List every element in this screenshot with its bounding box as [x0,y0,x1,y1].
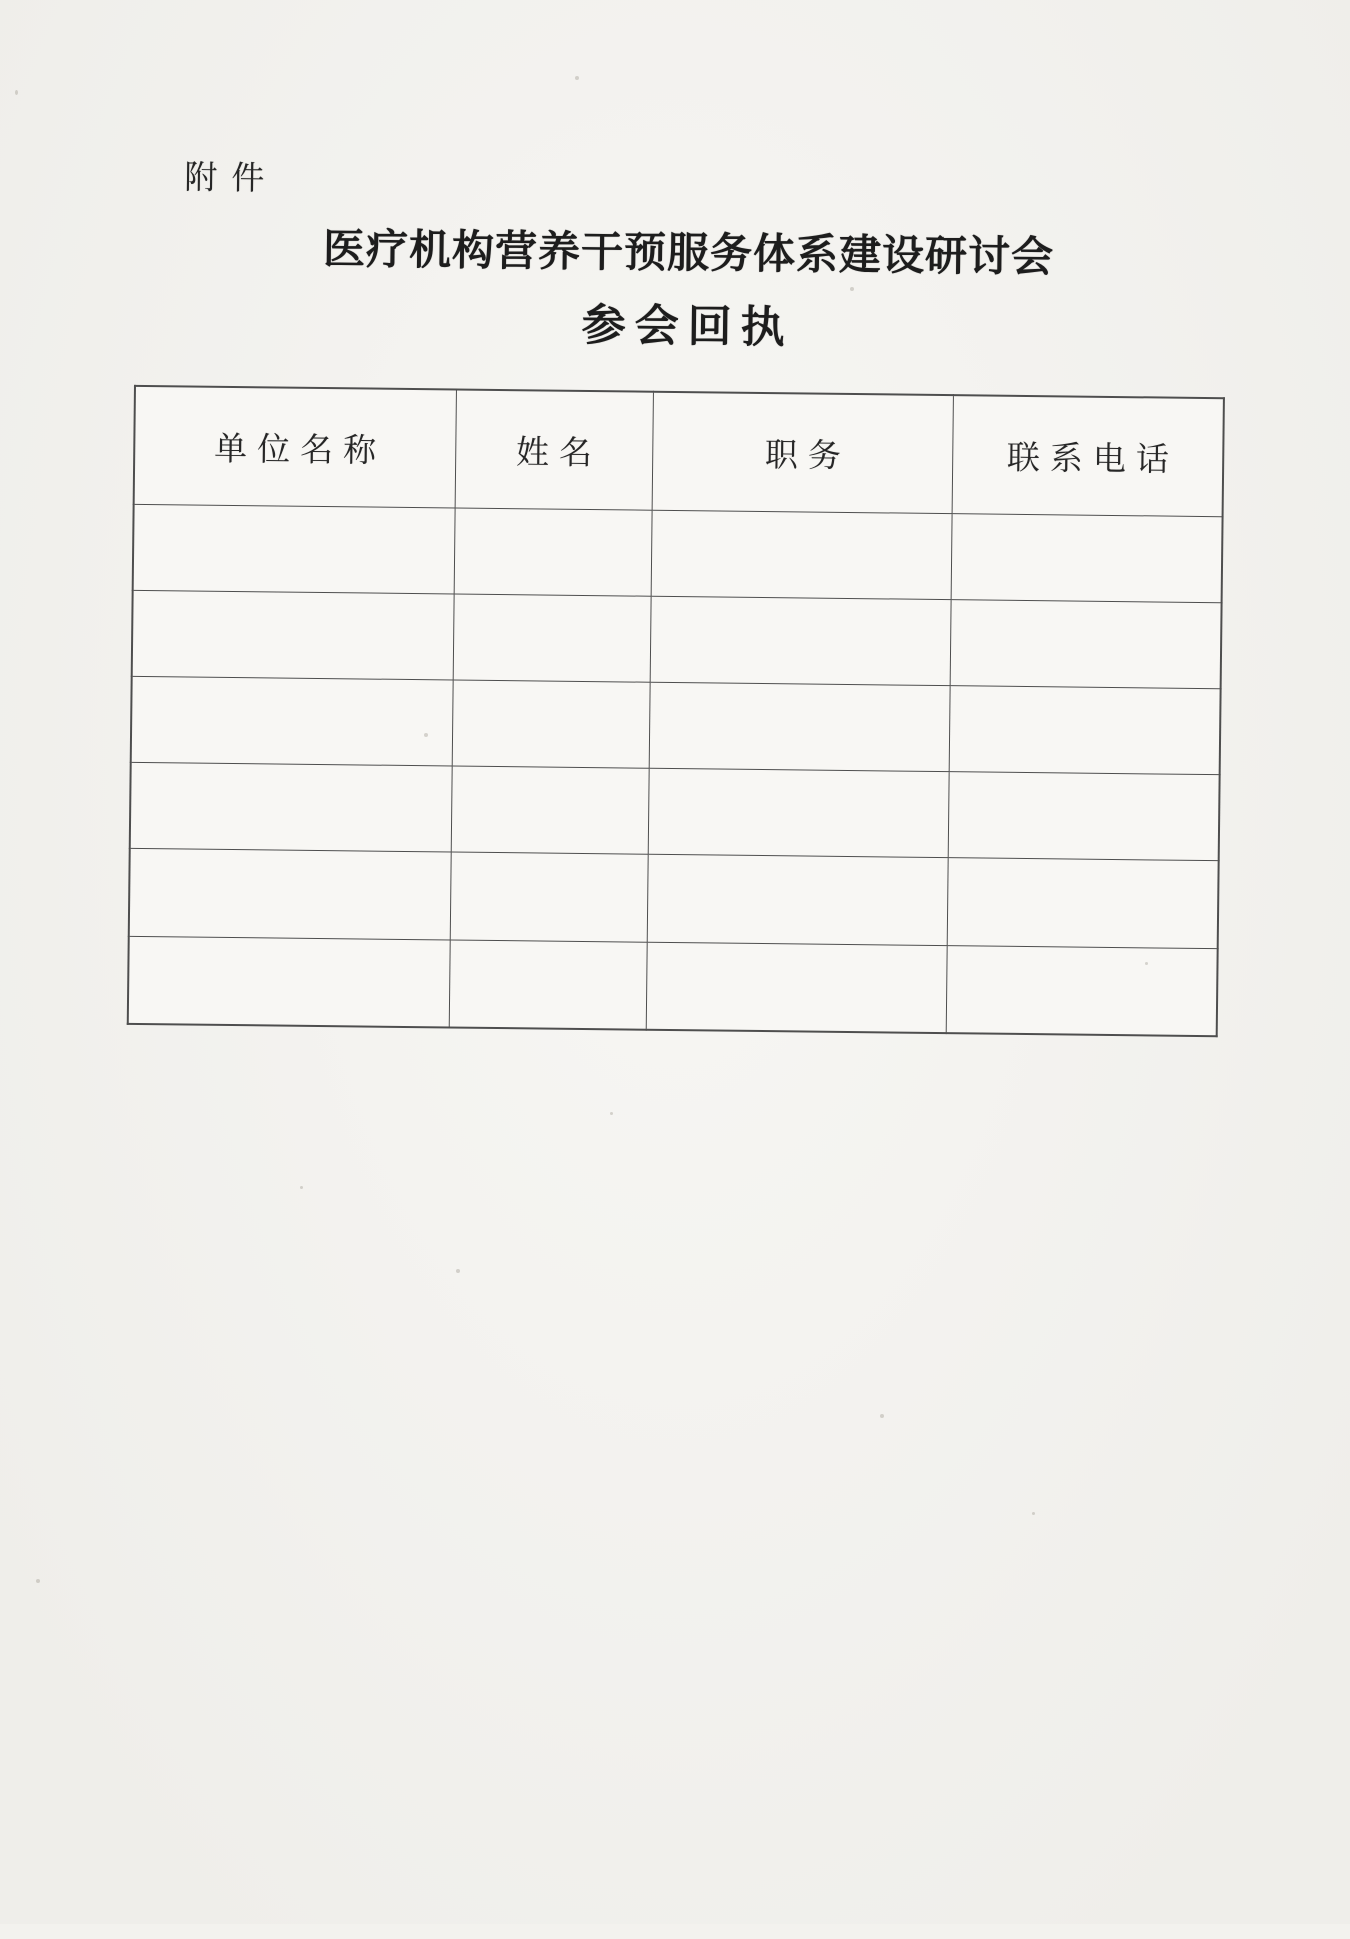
table-empty-cell [647,854,949,945]
table-empty-cell [949,771,1220,860]
scan-speck [36,1579,40,1583]
table-empty-cell [133,504,455,594]
table-empty-cell [453,593,651,681]
table-empty-cell [951,599,1222,688]
table-empty-row [131,676,1221,774]
document-subtitle: 参会回执 [581,299,794,354]
table-empty-cell [128,936,450,1028]
table-empty-cell [129,848,451,940]
table-empty-cell [131,676,453,766]
attachment-label: 附件 [184,160,279,198]
scan-speck [424,733,428,737]
table-empty-cell [646,942,948,1033]
table-header-row [134,386,1224,516]
table-empty-row [132,590,1222,688]
table-empty-cell [454,508,652,596]
table-empty-row [130,762,1220,860]
scan-speck [850,287,854,291]
table-empty-cell [650,596,952,685]
table-empty-row [133,504,1223,602]
scan-speck [15,90,18,95]
table-empty-row [128,936,1218,1036]
table-body [128,504,1223,1036]
table-empty-cell [948,857,1219,948]
table-empty-cell [648,768,950,857]
scan-speck [610,1112,613,1115]
table-empty-cell [947,945,1218,1036]
table-empty-row [129,848,1219,948]
header-cell-person-name: 姓名 [455,390,653,510]
scan-speck [456,1269,460,1273]
table-empty-cell [649,682,951,771]
header-cell-position: 职务 [652,392,954,513]
table-empty-cell [450,851,648,941]
scan-speck [1145,962,1148,965]
scan-speck [300,1186,303,1189]
table-empty-cell [132,590,454,680]
scan-speck [575,76,579,80]
scan-speck [880,1414,884,1418]
table-empty-cell [451,765,649,853]
header-cell-phone: 联系电话 [953,395,1224,516]
header-cell-unit-name: 单位名称 [134,386,457,508]
reply-form-table [127,385,1225,1037]
table-empty-cell [452,679,650,767]
scan-speck [1032,1512,1035,1515]
table-empty-cell [651,510,953,599]
table-empty-cell [952,513,1223,602]
table-empty-cell [130,762,452,852]
table-empty-cell [449,939,647,1029]
table-empty-cell [950,685,1221,774]
document-title: 医疗机构营养干预服务体系建设研讨会 [322,223,1055,282]
